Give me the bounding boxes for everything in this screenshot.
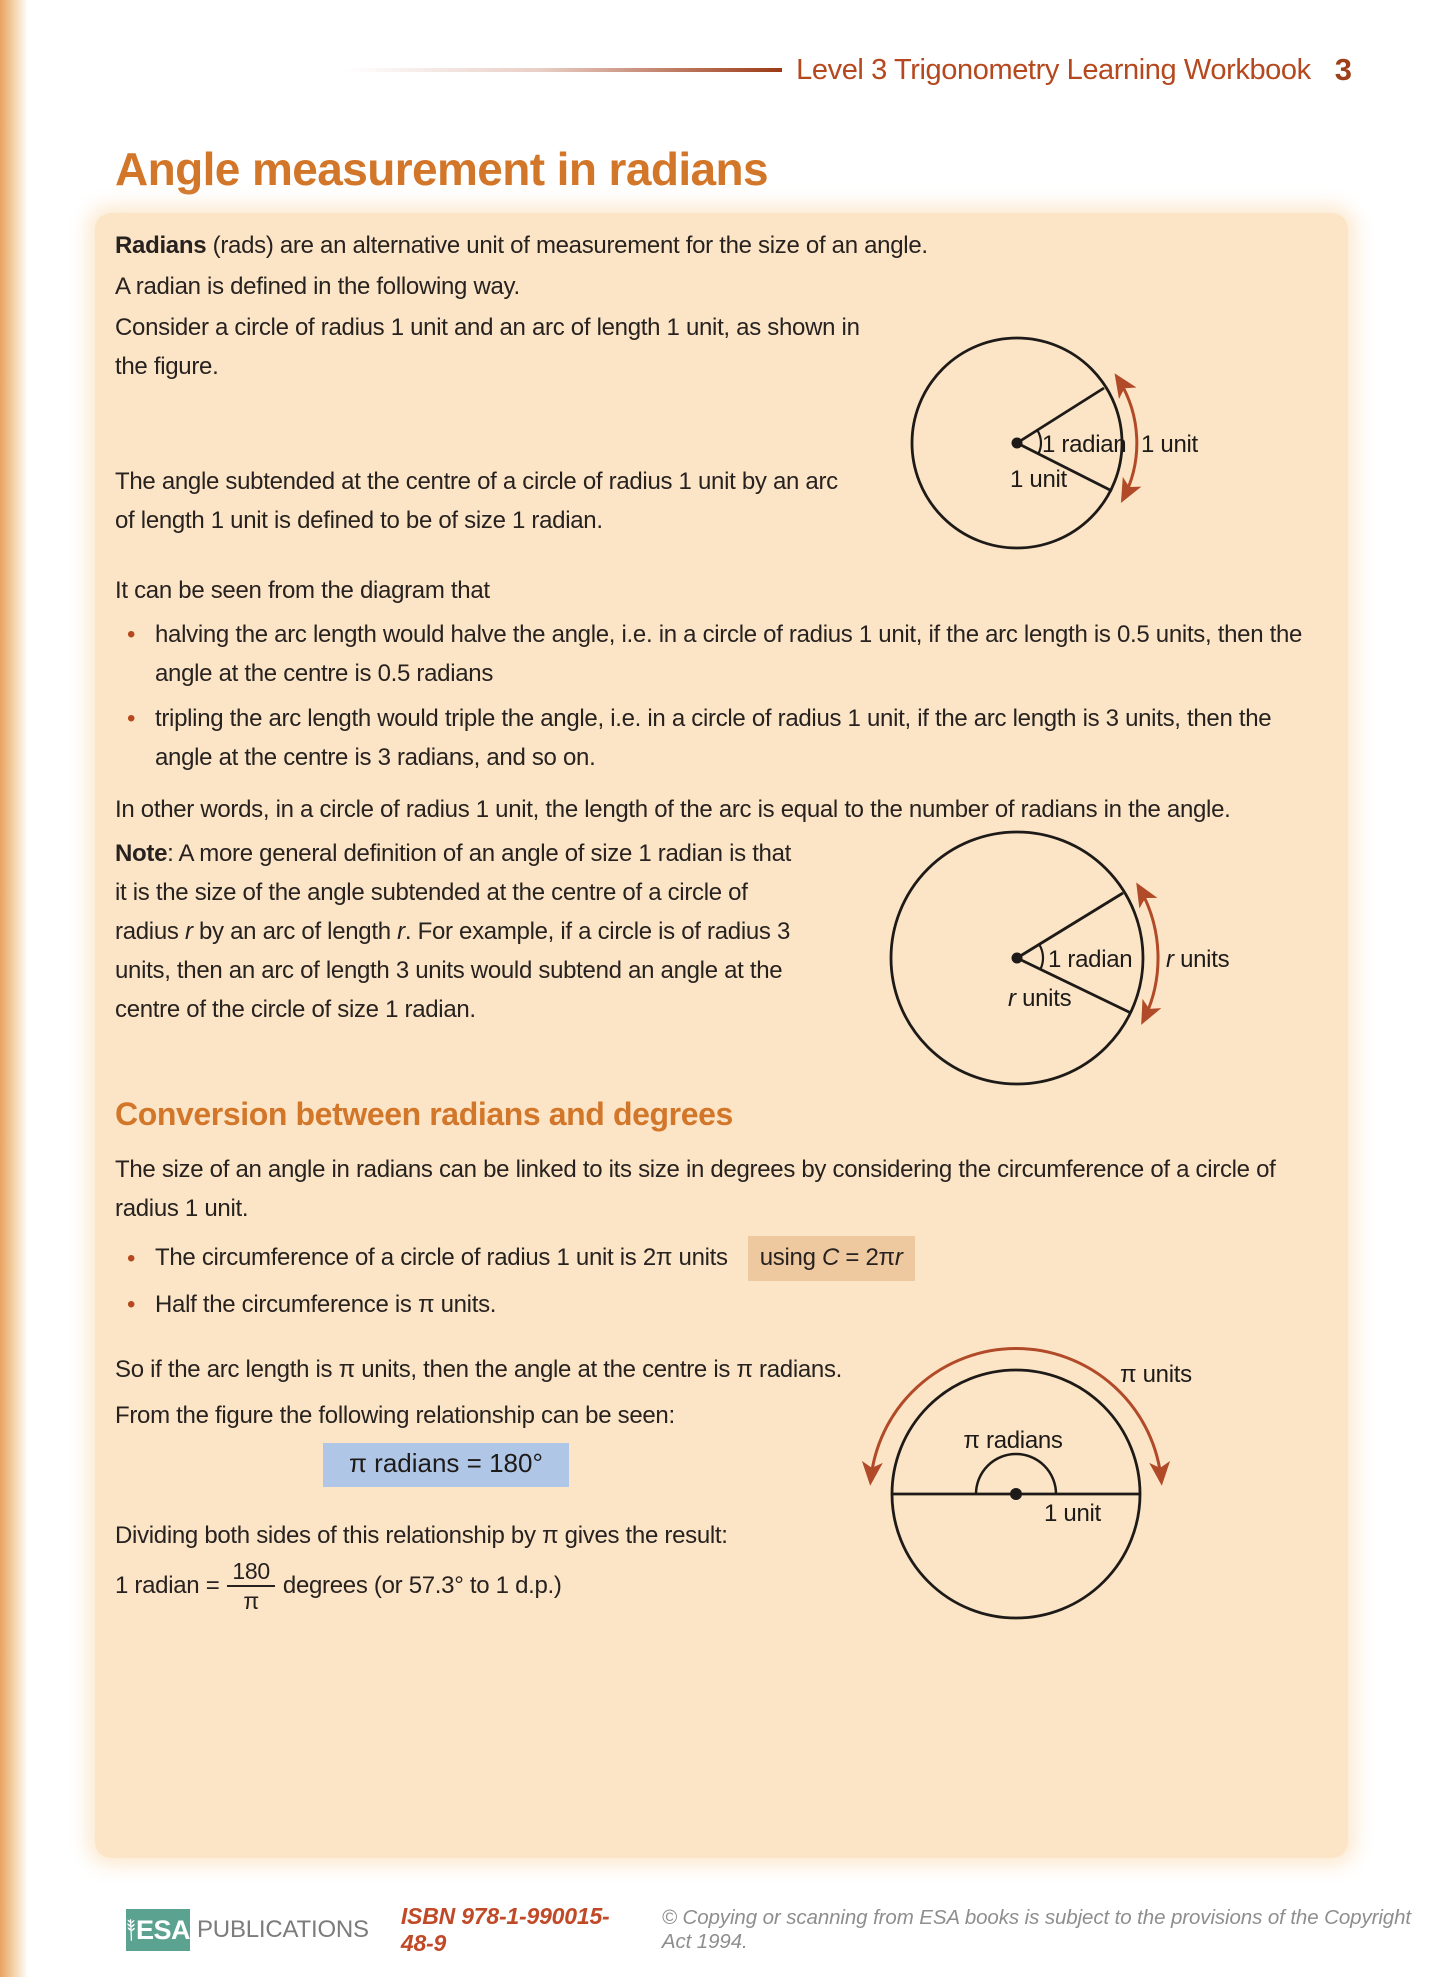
radius-label: 1 unit bbox=[1044, 1500, 1101, 1527]
page-header bbox=[345, 52, 1352, 88]
list-item: • tripling the arc length would triple the angle, i.e. in a circle of radius 1 unit, if the arc length is 3 units, then the angle at the centre is 3 radians, and so on. bbox=[115, 699, 1328, 777]
publisher-label: PUBLICATIONS bbox=[197, 1916, 369, 1943]
bullet-icon: • bbox=[127, 1245, 136, 1272]
radian-degree-formula: 1 radian = $\frac{180}{\pi}$ degrees (or 57.3° to 1 d.p.) bbox=[115, 1558, 562, 1614]
bullet-icon: • bbox=[127, 1291, 136, 1318]
fraction-180-over-pi: $\frac{180}{\pi}$ bbox=[227, 1558, 274, 1614]
semicircle-diagram bbox=[858, 1335, 1245, 1630]
page-footer bbox=[126, 1903, 1426, 1957]
paragraph-seen-from-diagram: It can be seen from the diagram that bbox=[115, 577, 490, 604]
arc-length-arrow bbox=[871, 1349, 1162, 1482]
centre-dot bbox=[1012, 438, 1023, 449]
page-edge-shading bbox=[0, 0, 28, 1977]
header-title: Level 3 Trigonometry Learning Workbook bbox=[796, 53, 1311, 86]
paragraph-from-figure: From the figure the following relationship can be seen: bbox=[115, 1402, 675, 1429]
radius-label: 1 unit bbox=[1010, 466, 1067, 493]
list-item: • The circumference of a circle of radius 1 unit is 2π units using C = 2πr bbox=[115, 1236, 1328, 1281]
fern-icon bbox=[126, 1915, 136, 1945]
conversion-heading: Conversion between radians and degrees bbox=[115, 1096, 733, 1132]
using-formula-highlight: using C = 2πr bbox=[748, 1236, 915, 1281]
page-title: Angle measurement in radians bbox=[115, 143, 768, 195]
paragraph-radian-defined: A radian is defined in the following way. bbox=[115, 273, 520, 300]
page-number: 3 bbox=[1334, 52, 1352, 87]
centre-dot bbox=[1012, 953, 1023, 964]
angle-label: 1 radian bbox=[1042, 431, 1127, 458]
arc-length-arrow bbox=[1139, 886, 1159, 1021]
angle-label: π radians bbox=[963, 1427, 1063, 1454]
note-label: Note bbox=[115, 840, 168, 867]
centre-dot bbox=[1010, 1488, 1022, 1500]
bullet-icon: • bbox=[127, 621, 136, 648]
copyright-notice: © Copying or scanning from ESA books is subject to the provisions of the Copyright Act 1994. bbox=[661, 1906, 1411, 1953]
general-radian-diagram bbox=[880, 825, 1245, 1100]
paragraph-radians-definition: Radians (rads) are an alternative unit of measurement for the size of an angle. bbox=[115, 232, 928, 259]
paragraph-angle-subtended: The angle subtended at the centre of a circle of radius 1 unit by an arc of length 1 unit is defined to be of size 1 radian. bbox=[115, 468, 838, 534]
paragraph-note: Note: A more general definition of an angle of size 1 radian is that it is the size of the angle subtended at the centre of a circle of radius r by an arc of length r. For example, if a circle is of radius 3 units, then an arc of length 3 units would subtend an angle at the centre of the circle of size 1 radian. bbox=[115, 840, 792, 1023]
radian-definition-diagram bbox=[885, 320, 1250, 565]
angle-arc bbox=[1037, 430, 1041, 454]
bullet-list bbox=[115, 615, 1328, 777]
esa-logo bbox=[126, 1909, 190, 1951]
angle-label: 1 radian bbox=[1048, 946, 1133, 973]
list-item: • Half the circumference is π units. bbox=[115, 1285, 1328, 1324]
angle-arc bbox=[1039, 944, 1043, 969]
arc-label: π units bbox=[1120, 1361, 1192, 1388]
header-rule bbox=[345, 68, 782, 72]
bullet-icon: • bbox=[127, 705, 136, 732]
arc-label: 1 unit bbox=[1141, 431, 1198, 458]
isbn-label: ISBN 978-1-990015-48-9 bbox=[400, 1903, 610, 1956]
paragraph-in-other-words: In other words, in a circle of radius 1 unit, the length of the arc is equal to the number of radians in the angle. bbox=[115, 796, 1231, 823]
esa-logo-text: ESA bbox=[135, 1914, 190, 1945]
list-item: • halving the arc length would halve the angle, i.e. in a circle of radius 1 unit, if the arc length is 0.5 units, then the angle at the centre is 0.5 radians bbox=[115, 615, 1328, 693]
paragraph-consider-circle: Consider a circle of radius 1 unit and an arc of length 1 unit, as shown in the figure. bbox=[115, 314, 860, 380]
paragraph-arc-length-pi: So if the arc length is π units, then the angle at the centre is π radians. bbox=[115, 1356, 843, 1383]
radius-label: r units bbox=[1008, 985, 1072, 1012]
paragraph-dividing: Dividing both sides of this relationship by π gives the result: bbox=[115, 1522, 728, 1549]
radians-term: Radians bbox=[115, 232, 207, 259]
relation-highlight: π radians = 180° bbox=[323, 1443, 569, 1487]
paragraph-conversion-intro: The size of an angle in radians can be linked to its size in degrees by considering the circumference of a circle of radius 1 unit. bbox=[115, 1156, 1276, 1222]
content-panel bbox=[95, 213, 1348, 1858]
arc-label: r units bbox=[1166, 946, 1230, 973]
